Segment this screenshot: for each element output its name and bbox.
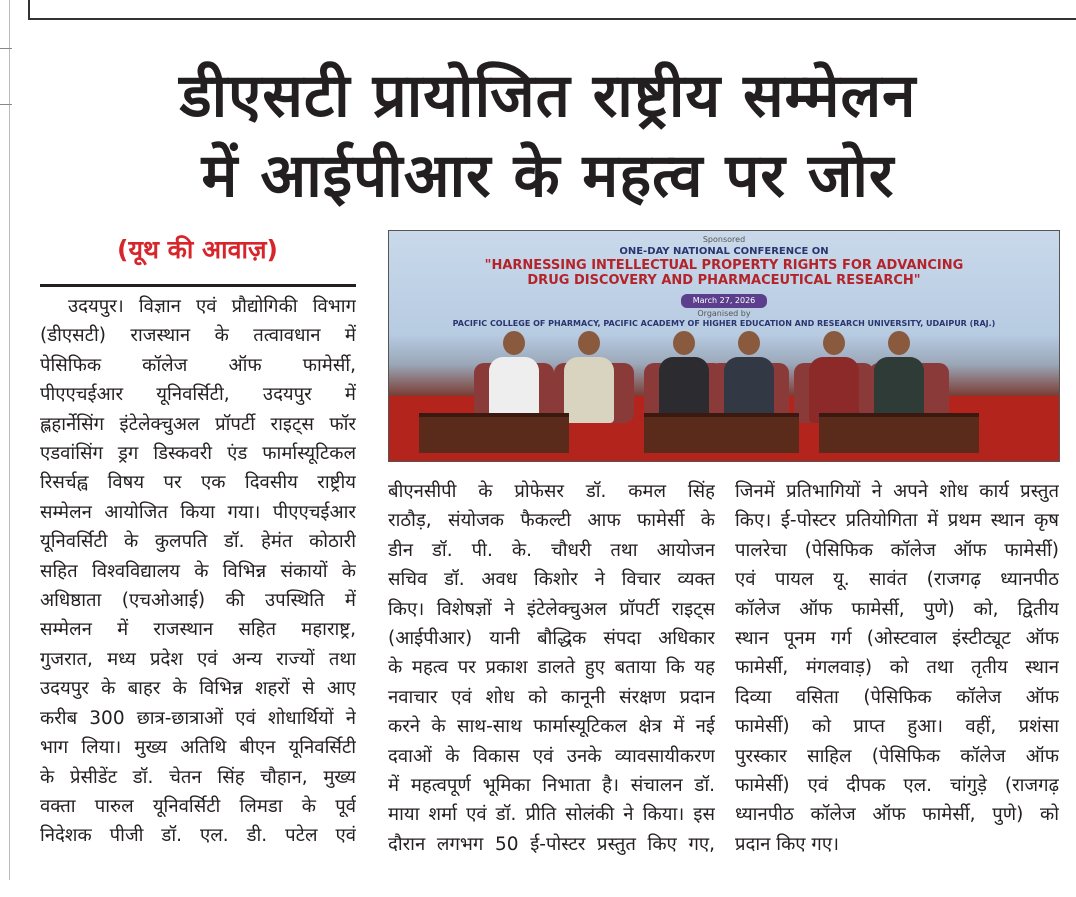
banner-footer: PACIFIC COLLEGE OF PHARMACY, PACIFIC ACADEMY OF HIGHER EDUCATION AND RESEARCH UNIVERSITY, UDAIPUR (RAJ.): [452, 319, 996, 328]
article-column-1: [40, 292, 356, 851]
article-line: फामेर्सी) को प्राप्त हुआ। वहीं, प्रशंसा: [735, 716, 1059, 738]
article-line: (आईपीआर) यानी बौद्धिक संपदा अधिकार: [388, 628, 715, 650]
article-line: पालरेचा (पेसिफिक कॉलेज ऑफ फामेर्सी): [735, 539, 1059, 561]
stage-table: [819, 413, 979, 453]
article-line: गुजरात, मध्य प्रदेश एवं अन्य राज्यों तथा: [40, 648, 356, 670]
margin-tick: [0, 48, 12, 49]
article-column-3: [735, 477, 1059, 859]
article-line: ह्लहार्नेसिंग इंटेलेक्चुअल प्रॉपर्टी राइट्स फॉर: [40, 413, 356, 435]
article-line: जिनमें प्रतिभागियों ने अपने शोध कार्य प्रस्तुत: [735, 481, 1059, 502]
article-line: पीएएचईआर यूनिवर्सिटी, उदयपुर में: [40, 384, 356, 406]
article-line: एडवांसिंग ड्रग डिस्कवरी एंड फार्मास्यूटिकल: [40, 443, 356, 465]
article-line: फामेर्सी, मंगलवाड़) को तथा तृतीय स्थान: [735, 657, 1059, 679]
stage-table: [419, 413, 569, 453]
article-line: किए। ई-पोस्टर प्रतियोगिता में प्रथम स्थान कृष: [735, 510, 1059, 532]
article-column-2: [388, 477, 715, 859]
person: [659, 331, 709, 426]
article-line: उदयपुर के बाहर के विभिन्न शहरों से आए: [40, 678, 356, 700]
article-line: दौरान लगभग 50 ई-पोस्टर प्रस्तुत किए गए,: [388, 833, 715, 855]
article-line: निदेशक पीजी डॉ. एल. डी. पटेल एवं: [40, 825, 356, 847]
article-line: वक्ता पारुल यूनिवर्सिटी लिमडा के पूर्व: [40, 795, 356, 817]
article-line: स्थान पूनम गर्ग (ओस्टवाल इंस्टीट्यूट ऑफ: [735, 628, 1059, 650]
article-line: (डीएसटी) राजस्थान के तत्वावधान में: [40, 325, 356, 347]
margin-tick: [0, 104, 12, 105]
conference-photo: [388, 230, 1060, 462]
article-line: ध्यानपीठ कॉलेज ऑफ फामेर्सी, पुणे) को: [735, 804, 1059, 826]
article-line: डीन डॉ. पी. के. चौधरी तथा आयोजन: [388, 539, 715, 561]
byline: (यूथ की आवाज़): [117, 235, 278, 264]
article-line: फामेर्सी) एवं दीपक एल. चांगुड़े (राजगढ़: [735, 775, 1059, 797]
person: [809, 331, 859, 426]
banner-title-1: "HARNESSING INTELLECTUAL PROPERTY RIGHTS FOR ADVANCING: [484, 258, 964, 273]
person: [724, 331, 774, 426]
article-line: सम्मेलन में राजस्थान सहित महाराष्ट्र,: [40, 619, 356, 641]
banner-organiser: Organised by: [697, 309, 751, 318]
article-line: प्रदान किए गए।: [735, 833, 840, 855]
person: [489, 331, 539, 426]
byline-rule: [40, 284, 356, 287]
conference-banner: [389, 231, 1059, 329]
article-line: सचिव डॉ. अवध किशोर ने विचार व्यक्त: [388, 569, 715, 591]
article-line: दिव्या वसिता (पेसिफिक कॉलेज ऑफ: [735, 686, 1059, 708]
banner-date: March 27, 2026: [681, 294, 768, 308]
article-line: एवं पायल यू. सावंत (राजगढ़ ध्यानपीठ: [735, 569, 1059, 591]
article-line: बीएनसीपी के प्रोफेसर डॉ. कमल सिंह: [388, 481, 715, 502]
article-line: किए। विशेषज्ञों ने इंटेलेक्चुअल प्रॉपर्टी राइट्स: [388, 598, 715, 620]
article-line: पेसिफिक कॉलेज ऑफ फामेर्सी,: [40, 354, 356, 376]
article-line: के महत्व पर प्रकाश डालते हुए बताया कि यह: [388, 657, 715, 679]
banner-sponsor: Sponsored: [702, 235, 746, 244]
page-frame-border: [28, 0, 1076, 20]
article-line: करने के साथ-साथ फार्मास्यूटिकल क्षेत्र में नई: [388, 716, 715, 738]
article-line: राठौड़, संयोजक फैकल्टी आफ फामेर्सी के: [388, 510, 715, 532]
article-line: सहित विश्वविद्यालय के विभिन्न संकायों के: [40, 560, 356, 582]
article-line: उदयपुर। विज्ञान एवं प्रौद्योगिकी विभाग: [68, 296, 356, 317]
person: [564, 331, 614, 426]
article-line: अधिष्ठाता (एचओआई) की उपस्थिति में: [40, 590, 356, 612]
article-line: कॉलेज ऑफ फामेर्सी, पुणे) को, द्वितीय: [735, 598, 1059, 620]
banner-title-2: DRUG DISCOVERY AND PHARMACEUTICAL RESEARCH": [527, 273, 921, 288]
article-line: नवाचार एवं शोध को कानूनी संरक्षण प्रदान: [388, 686, 715, 708]
article-line: सम्मेलन आयोजित किया गया। पीएएचईआर: [40, 501, 356, 523]
article-line: दवाओं के विकास एवं उनके व्यावसायीकरण: [388, 745, 715, 767]
article-line: भाग लिया। मुख्य अतिथि बीएन यूनिवर्सिटी: [40, 737, 356, 759]
article-line: के प्रेसीडेंट डॉ. चेतन सिंह चौहान, मुख्य: [40, 766, 356, 788]
article-line: पुरस्कार साहिल (पेसिफिक कॉलेज ऑफ: [735, 745, 1059, 767]
stage-table: [644, 413, 799, 453]
margin-rule: [9, 0, 10, 880]
person: [874, 331, 924, 426]
headline-line-2: में आईपीआर के महत्व पर जोर: [201, 141, 895, 211]
headline-line-1: डीएसटी प्रायोजित राष्ट्रीय सम्मेलन: [179, 61, 917, 131]
article-line: में महत्वपूर्ण भूमिका निभाता है। संचालन डॉ.: [388, 775, 715, 797]
article-line: माया शर्मा एवं डॉ. प्रीति सोलंकी ने किया। इस: [388, 804, 715, 826]
article-line: करीब 300 छात्र-छात्राओं एवं शोधार्थियों ने: [40, 707, 356, 729]
banner-conference: ONE-DAY NATIONAL CONFERENCE ON: [619, 246, 829, 257]
article-line: यूनिवर्सिटी के कुलपति डॉ. हेमंत कोठारी: [40, 531, 356, 553]
article-line: रिसर्चह्व विषय पर एक दिवसीय राष्ट्रीय: [40, 472, 356, 494]
